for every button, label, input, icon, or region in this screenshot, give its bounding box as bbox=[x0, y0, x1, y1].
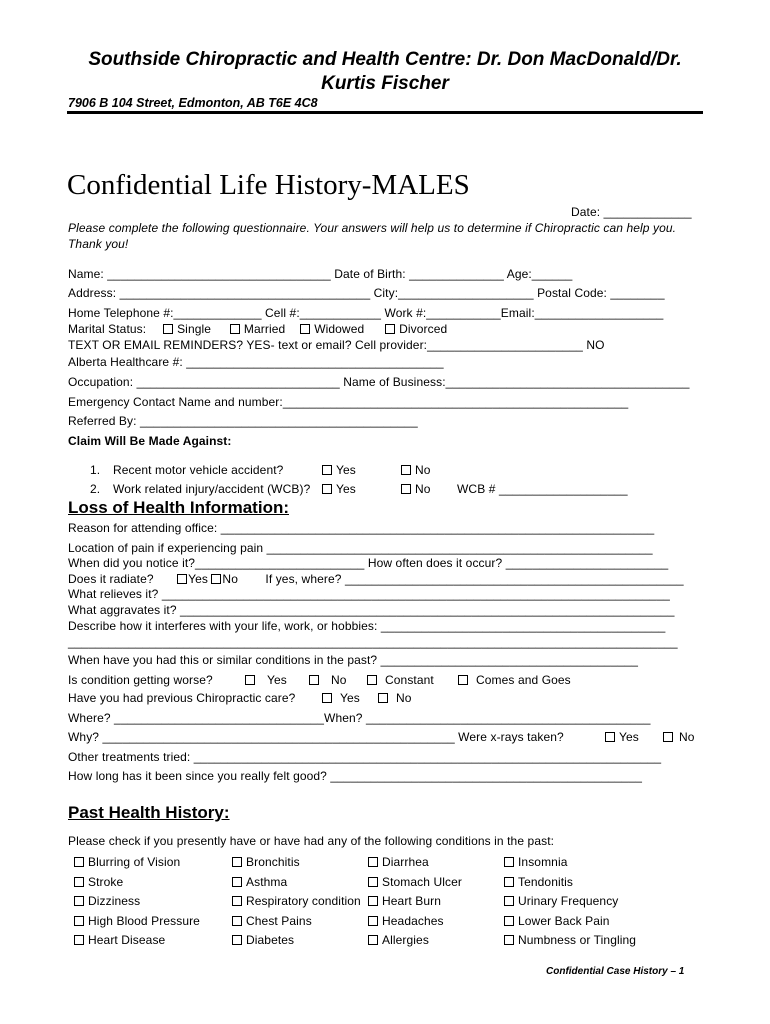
divorced-checkbox[interactable] bbox=[385, 324, 395, 334]
worse-constant-label: Constant bbox=[385, 673, 434, 687]
relieves-field[interactable]: What relieves it? ___________________________________________________________________________ bbox=[68, 587, 670, 601]
condition-label: Stomach Ulcer bbox=[382, 874, 462, 889]
worse-constant[interactable] bbox=[367, 673, 434, 687]
condition-label: Respiratory condition bbox=[246, 894, 361, 908]
condition-label: Allergies bbox=[382, 933, 429, 947]
condition-item[interactable] bbox=[504, 912, 636, 932]
condition-item[interactable] bbox=[74, 912, 200, 932]
condition-label: Urinary Frequency bbox=[518, 894, 619, 908]
worse-yes[interactable] bbox=[245, 673, 287, 687]
aggravates-field[interactable]: What aggravates it? _________________________________________________________________________ bbox=[68, 603, 675, 617]
radiate-row bbox=[68, 572, 684, 586]
claim2-no-checkbox[interactable] bbox=[401, 484, 411, 494]
claim2-no-label: No bbox=[415, 482, 431, 496]
referred-by-field[interactable]: Referred By: _________________________________________ bbox=[68, 414, 418, 428]
condition-label: Diarrhea bbox=[382, 855, 429, 869]
radiate-where-field[interactable]: If yes, where? __________________________________________________ bbox=[265, 572, 684, 586]
claim-heading: Claim Will Be Made Against: bbox=[68, 434, 232, 448]
worse-comes-goes[interactable] bbox=[458, 673, 571, 687]
claim2-number: 2. bbox=[90, 482, 101, 496]
pain-location-field[interactable]: Location of pain if experiencing pain _________________________________________________________ bbox=[68, 541, 653, 555]
condition-checkbox[interactable] bbox=[368, 935, 378, 945]
condition-item[interactable] bbox=[504, 892, 636, 912]
loss-of-health-heading: Loss of Health Information: bbox=[68, 498, 289, 517]
condition-item[interactable] bbox=[368, 892, 462, 912]
notice-field[interactable]: When did you notice it?_________________________ How often does it occur? ________________________ bbox=[68, 556, 669, 570]
wcb-number-field[interactable]: WCB # ___________________ bbox=[457, 482, 628, 496]
date-field[interactable]: Date: _____________ bbox=[571, 205, 692, 219]
condition-checkbox[interactable] bbox=[74, 877, 84, 887]
worse-no-label: No bbox=[331, 673, 347, 687]
prev-care-yes-label: Yes bbox=[340, 691, 360, 705]
condition-item[interactable] bbox=[368, 873, 462, 893]
xray-yes-checkbox[interactable] bbox=[605, 732, 615, 742]
name-field[interactable]: Name: _________________________________ Date of Birth: ______________ Age:______ bbox=[68, 267, 573, 281]
condition-checkbox[interactable] bbox=[232, 916, 242, 926]
condition-item[interactable] bbox=[74, 892, 200, 912]
claim1-yes-label: Yes bbox=[336, 463, 356, 477]
condition-label: Insomnia bbox=[518, 855, 568, 869]
marital-status-row bbox=[68, 322, 447, 336]
claim1-number: 1. bbox=[90, 463, 101, 477]
condition-item[interactable] bbox=[232, 853, 361, 873]
divorced-label: Divorced bbox=[399, 322, 448, 336]
interferes-field[interactable]: Describe how it interferes with your life, work, or hobbies: __________________________________________ bbox=[68, 619, 666, 633]
claim1-text: Recent motor vehicle accident? bbox=[113, 463, 284, 477]
claim1-no-checkbox[interactable] bbox=[401, 465, 411, 475]
condition-item[interactable] bbox=[232, 912, 361, 932]
condition-checkbox[interactable] bbox=[504, 857, 514, 867]
condition-label: Diabetes bbox=[246, 933, 295, 947]
conditions-col3 bbox=[368, 853, 462, 951]
condition-item[interactable] bbox=[368, 912, 462, 932]
conditions-col1 bbox=[74, 853, 200, 951]
condition-label: Numbness or Tingling bbox=[518, 933, 637, 947]
claim2-text: Work related injury/accident (WCB)? bbox=[113, 482, 311, 496]
reason-field[interactable]: Reason for attending office: ________________________________________________________________ bbox=[68, 521, 655, 535]
marital-status-label: Marital Status: bbox=[68, 322, 147, 336]
clinic-name-line2: Kurtis Fischer bbox=[321, 73, 449, 94]
condition-label: Bronchitis bbox=[246, 855, 300, 869]
prev-care-yes-checkbox[interactable] bbox=[322, 693, 332, 703]
felt-good-field[interactable]: How long has it been since you really felt good? ______________________________________________ bbox=[68, 769, 642, 783]
clinic-name-line1: Southside Chiropractic and Health Centre: Dr. Don MacDonald/Dr. bbox=[88, 49, 682, 70]
condition-item[interactable] bbox=[74, 853, 200, 873]
condition-item[interactable] bbox=[74, 873, 200, 893]
condition-checkbox[interactable] bbox=[232, 896, 242, 906]
widowed-checkbox[interactable] bbox=[300, 324, 310, 334]
condition-label: Blurring of Vision bbox=[88, 855, 181, 869]
radiate-yes-label: Yes bbox=[188, 572, 208, 586]
claim2-yes-label: Yes bbox=[336, 482, 356, 496]
worse-no[interactable] bbox=[309, 673, 347, 687]
condition-label: Chest Pains bbox=[246, 913, 312, 928]
condition-label: Asthma bbox=[246, 874, 288, 889]
condition-item[interactable] bbox=[74, 931, 200, 951]
radiate-yes-checkbox[interactable] bbox=[177, 574, 187, 584]
claim1-yes[interactable] bbox=[322, 463, 356, 477]
condition-checkbox[interactable] bbox=[504, 877, 514, 887]
worse-comes-goes-label: Comes and Goes bbox=[476, 673, 571, 687]
past-health-heading: Past Health History: bbox=[68, 803, 230, 822]
prev-care-no-label: No bbox=[396, 691, 412, 705]
condition-item[interactable] bbox=[232, 931, 361, 951]
form-title: Confidential Life History-MALES bbox=[67, 169, 470, 201]
condition-checkbox[interactable] bbox=[504, 916, 514, 926]
claim2-yes[interactable] bbox=[322, 482, 356, 496]
phone-field[interactable]: Home Telephone #:_____________ Cell #:____________ Work #:___________Email:___________________ bbox=[68, 306, 664, 320]
conditions-col4 bbox=[504, 853, 636, 951]
intro-thanks: Thank you! bbox=[68, 237, 129, 251]
prev-care-yes[interactable] bbox=[322, 691, 360, 705]
prev-care-no-checkbox[interactable] bbox=[378, 693, 388, 703]
condition-checkbox[interactable] bbox=[504, 935, 514, 945]
condition-checkbox[interactable] bbox=[368, 857, 378, 867]
condition-label: Heart Disease bbox=[88, 933, 166, 947]
worse-label: Is condition getting worse? bbox=[68, 673, 213, 687]
clinic-address: 7906 B 104 Street, Edmonton, AB T6E 4C8 bbox=[68, 96, 318, 110]
condition-label: Headaches bbox=[382, 913, 444, 928]
page-footer: Confidential Case History – 1 bbox=[546, 966, 685, 977]
claim2-no[interactable] bbox=[401, 482, 431, 496]
condition-item[interactable] bbox=[368, 853, 462, 873]
condition-checkbox[interactable] bbox=[368, 916, 378, 926]
radiate-no-checkbox[interactable] bbox=[211, 574, 221, 584]
healthcare-field[interactable]: Alberta Healthcare #: ______________________________________ bbox=[68, 355, 444, 369]
prev-care-no[interactable] bbox=[378, 691, 412, 705]
condition-label: Dizziness bbox=[88, 894, 141, 908]
interferes-field-line2[interactable]: __________________________________________________________________________________________ bbox=[68, 635, 678, 649]
condition-checkbox[interactable] bbox=[74, 896, 84, 906]
other-treatments-field[interactable]: Other treatments tried: _____________________________________________________________________ bbox=[68, 750, 662, 764]
radiate-label: Does it radiate? bbox=[68, 572, 154, 586]
condition-checkbox[interactable] bbox=[74, 916, 84, 926]
claim1-yes-checkbox[interactable] bbox=[322, 465, 332, 475]
worse-no-checkbox[interactable] bbox=[309, 675, 319, 685]
xray-no-checkbox[interactable] bbox=[663, 732, 673, 742]
xray-yes-label: Yes bbox=[619, 730, 639, 744]
why-field[interactable]: Why? ____________________________________________________ Were x-rays taken? bbox=[68, 730, 564, 744]
reminders-field[interactable]: TEXT OR EMAIL REMINDERS? YES- text or email? Cell provider:_______________________ NO bbox=[68, 338, 605, 352]
condition-label: Stroke bbox=[88, 874, 124, 889]
worse-constant-checkbox[interactable] bbox=[367, 675, 377, 685]
radiate-no-label: No bbox=[222, 572, 238, 586]
occupation-field[interactable]: Occupation: ______________________________ Name of Business:____________________________________ bbox=[68, 375, 690, 389]
worse-comes-goes-checkbox[interactable] bbox=[458, 675, 468, 685]
single-label: Single bbox=[177, 322, 212, 336]
condition-checkbox[interactable] bbox=[74, 857, 84, 867]
condition-checkbox[interactable] bbox=[232, 857, 242, 867]
address-field[interactable]: Address: _____________________________________ City:____________________ Postal Code: ________ bbox=[68, 286, 665, 300]
condition-label: Heart Burn bbox=[382, 894, 442, 908]
claim1-no-label: No bbox=[415, 463, 431, 477]
claim1-no[interactable] bbox=[401, 463, 431, 477]
widowed-label: Widowed bbox=[314, 322, 365, 336]
condition-checkbox[interactable] bbox=[232, 877, 242, 887]
where-when-field[interactable]: Where? _______________________________When? __________________________________________ bbox=[68, 711, 651, 725]
condition-item[interactable] bbox=[504, 931, 636, 951]
condition-item[interactable] bbox=[232, 873, 361, 893]
condition-checkbox[interactable] bbox=[232, 935, 242, 945]
similar-conditions-field[interactable]: When have you had this or similar conditions in the past? ______________________________________ bbox=[68, 653, 639, 667]
condition-checkbox[interactable] bbox=[504, 896, 514, 906]
claim2-yes-checkbox[interactable] bbox=[322, 484, 332, 494]
xray-yes[interactable] bbox=[605, 730, 639, 744]
condition-checkbox[interactable] bbox=[368, 896, 378, 906]
prev-care-label: Have you had previous Chiropractic care? bbox=[68, 691, 296, 705]
condition-checkbox[interactable] bbox=[368, 877, 378, 887]
married-label: Married bbox=[243, 322, 286, 336]
worse-yes-checkbox[interactable] bbox=[245, 675, 255, 685]
condition-label: Tendonitis bbox=[518, 874, 574, 889]
condition-item[interactable] bbox=[368, 931, 462, 951]
condition-checkbox[interactable] bbox=[74, 935, 84, 945]
conditions-col2 bbox=[232, 853, 361, 951]
condition-label: High Blood Pressure bbox=[88, 913, 200, 928]
xray-no-label: No bbox=[679, 730, 695, 744]
xray-no[interactable] bbox=[663, 730, 695, 744]
intro-text: Please complete the following questionnaire. Your answers will help us to determine if Chiropractic can help you. bbox=[68, 221, 677, 235]
emergency-contact-field[interactable]: Emergency Contact Name and number:___________________________________________________ bbox=[68, 395, 629, 409]
condition-item[interactable] bbox=[504, 853, 636, 873]
condition-label: Lower Back Pain bbox=[518, 913, 610, 928]
worse-yes-label: Yes bbox=[267, 673, 287, 687]
condition-item[interactable] bbox=[232, 892, 361, 912]
single-checkbox[interactable] bbox=[163, 324, 173, 334]
condition-item[interactable] bbox=[504, 873, 636, 893]
past-health-instruction: Please check if you presently have or have had any of the following conditions in the past: bbox=[68, 834, 555, 848]
married-checkbox[interactable] bbox=[230, 324, 240, 334]
header-divider bbox=[67, 111, 703, 114]
